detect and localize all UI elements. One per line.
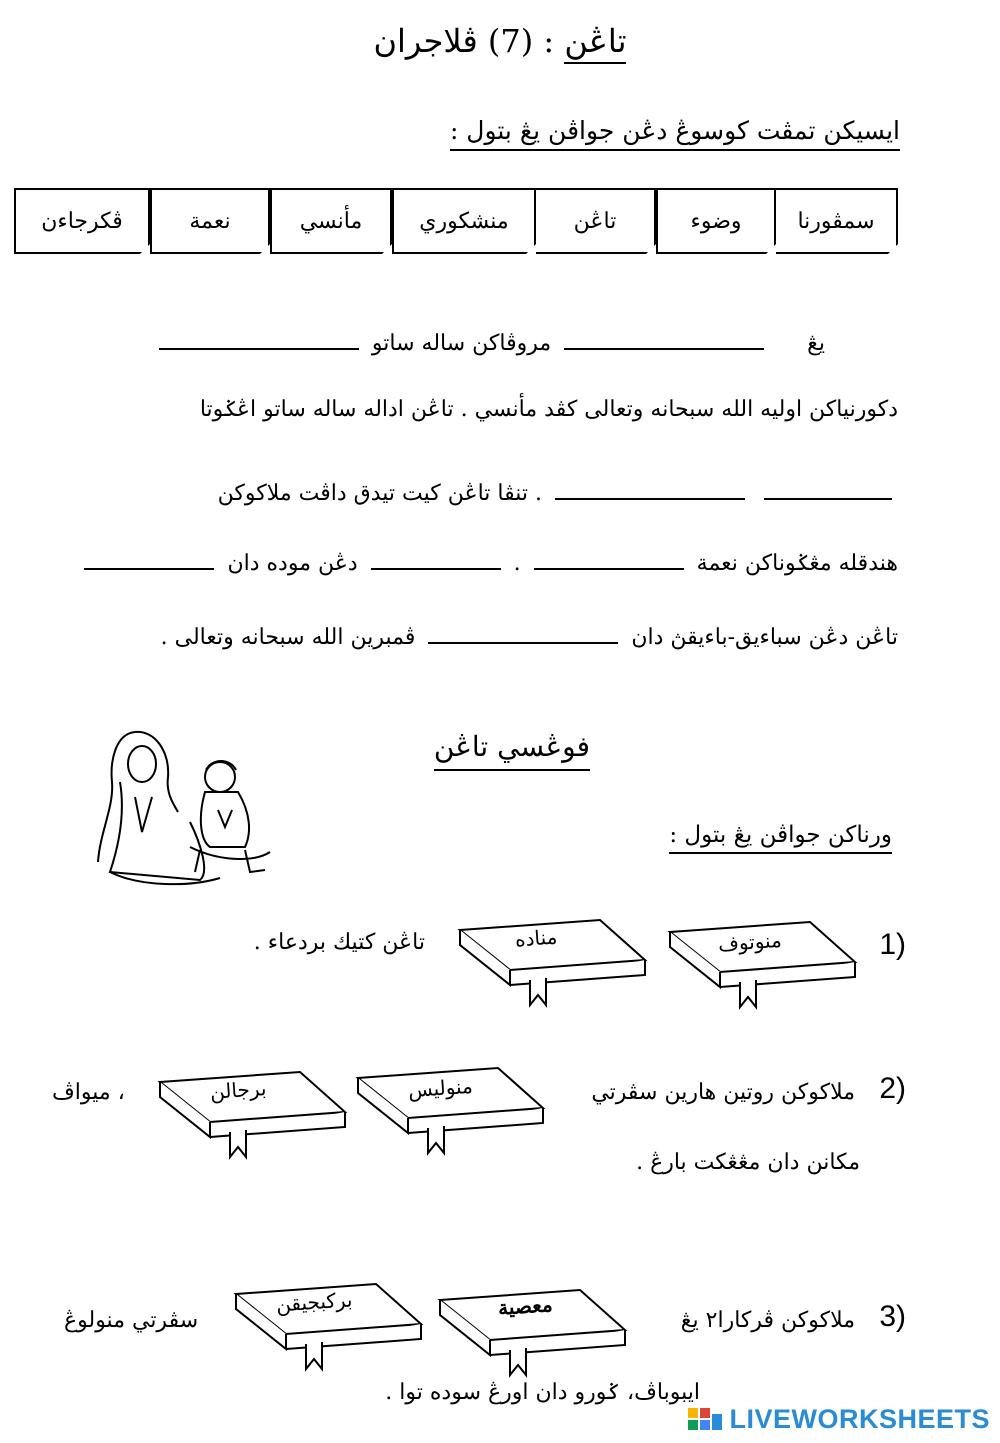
question-text: ملاكوكن روتين هارين سڤرتي: [591, 1080, 855, 1105]
book-label: منوتوف: [717, 927, 783, 957]
word-bank-item[interactable]: مأنسي: [270, 188, 392, 254]
paragraph-line-1: مروڤاكن ساله ساتو يڠ: [153, 328, 825, 356]
paragraph-line-4: دڠن موده دان . هندقله مڠݢوناكن نعمة: [78, 548, 898, 576]
paragraph-line-2: دكورنياكن اوليه الله سبحانه وتعالى كڤد مأنسي . تاڠن اداله ساله ساتو اڠݢوتا: [199, 397, 898, 422]
book-option[interactable]: [660, 912, 860, 1012]
word-bank: [14, 188, 898, 258]
book-option[interactable]: [226, 1274, 426, 1374]
question-number: 2): [879, 1072, 906, 1105]
question-text: تاڠن كتيك بردعاء .: [253, 930, 425, 955]
title-separator: :: [543, 22, 555, 60]
question-text: ، ميواڤ: [52, 1080, 125, 1105]
book-label: بركبجيقن: [275, 1287, 354, 1317]
blank-field[interactable]: [84, 548, 214, 570]
praying-figures-icon: [80, 722, 280, 890]
paragraph-line-5: ڤمبرين الله سبحانه وتعالى . تاڠن دڠن سباءيق-باءيقڽ دان: [161, 622, 898, 650]
question-number: 1): [879, 928, 906, 961]
book-label: معصية: [497, 1292, 554, 1320]
blank-field[interactable]: [428, 622, 618, 644]
question-text: ايبوباڤ، ݢورو دان اورڠ سوده توا .: [385, 1380, 700, 1405]
question-text: ملاكوكن ڤركارا٢ يڠ: [680, 1308, 855, 1333]
title-number: (7): [487, 22, 534, 60]
book-label: مناده: [514, 924, 559, 952]
book-option[interactable]: [430, 1280, 630, 1380]
book-label: منوليس: [407, 1073, 474, 1103]
page-title: [0, 22, 1000, 60]
question-number: 3): [879, 1300, 906, 1333]
liveworksheets-logo[interactable]: [687, 1404, 990, 1435]
section2-heading: فوڠسي تاڠن: [434, 730, 590, 763]
book-icon: [348, 1058, 548, 1158]
word-bank-item[interactable]: سمڤورنا: [774, 188, 898, 254]
book-option[interactable]: [348, 1058, 548, 1158]
liveworksheets-icon: [687, 1406, 725, 1434]
blank-field[interactable]: [564, 328, 764, 350]
blank-field[interactable]: [371, 548, 501, 570]
paragraph-line-3: . تنڤا تاڠن كيت تيدق داڤت ملاكوكن: [218, 478, 898, 506]
book-option[interactable]: [450, 910, 650, 1010]
word-bank-item[interactable]: نعمة: [150, 188, 270, 254]
word-bank-item[interactable]: منشكوري: [392, 188, 536, 254]
title-prefix: ڤلاجران: [373, 22, 478, 60]
word-bank-item[interactable]: ڤكرجاءن: [14, 188, 150, 254]
book-icon: [660, 912, 860, 1012]
question-text: سڤرتي منولوڠ: [64, 1308, 199, 1333]
section2-instruction: ورناكن جواڤن يڠ بتول :: [669, 822, 892, 848]
book-option[interactable]: [150, 1062, 350, 1162]
book-label: برجالن: [209, 1076, 268, 1104]
question-text: مكانن دان مڠڠكت بارڠ .: [636, 1150, 860, 1175]
mother-child-illustration: [80, 722, 280, 890]
word-bank-item[interactable]: وضوء: [656, 188, 776, 254]
brand-text: LIVEWORKSHEETS: [729, 1404, 990, 1434]
blank-field[interactable]: [159, 328, 359, 350]
blank-field[interactable]: [555, 478, 745, 500]
blank-field[interactable]: [764, 478, 892, 500]
word-bank-item[interactable]: تاڠن: [534, 188, 656, 254]
title-topic: تاڠن: [564, 22, 626, 64]
blank-field[interactable]: [534, 548, 684, 570]
section1-instruction: ايسيكن تمڤت كوسوڠ دڠن جواڤن يڠ بتول :: [450, 116, 900, 145]
